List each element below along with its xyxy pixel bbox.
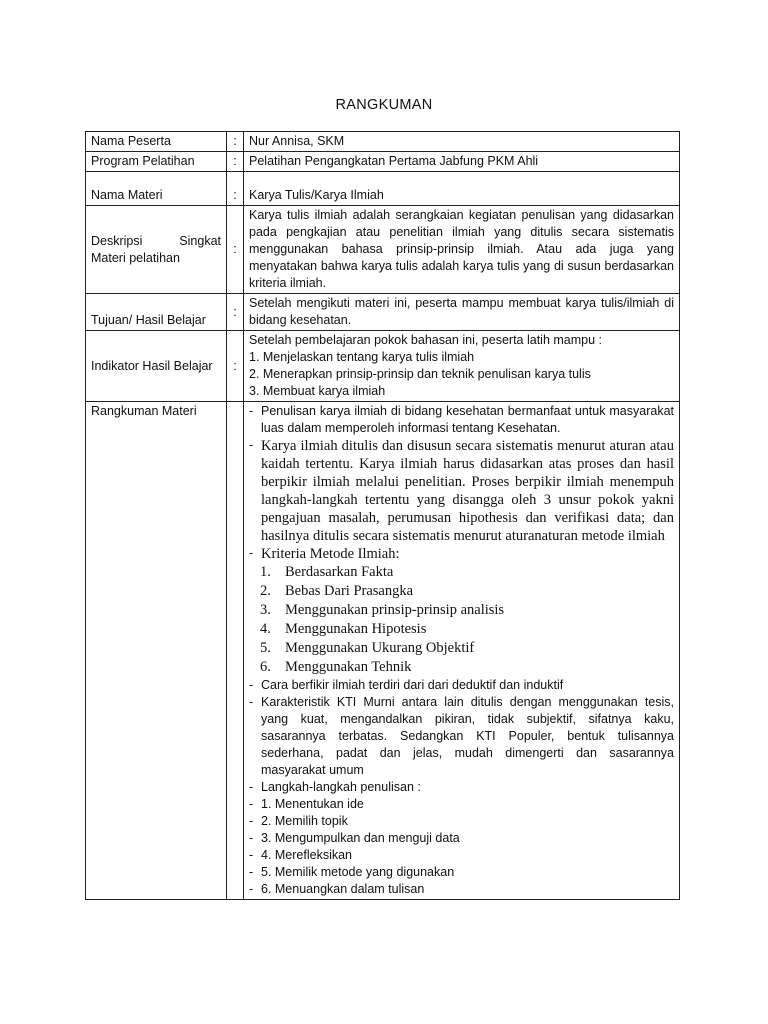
kriteria-text: Menggunakan Ukurang Objektif xyxy=(285,640,475,656)
value-program-pelatihan: Pelatihan Pengangkatan Pertama Jabfung PKM Ahli xyxy=(244,152,680,172)
value-indikator xyxy=(244,331,680,402)
kriteria-text: Berdasarkan Fakta xyxy=(285,564,394,580)
dash-marker: - xyxy=(249,438,254,452)
rangkuman-point xyxy=(249,677,674,694)
label-nama-materi: Nama Materi xyxy=(86,172,227,206)
kriteria-text: Menggunakan prinsip-prinsip analisis xyxy=(285,602,505,618)
langkah-text: 6. Menuangkan dalam tulisan xyxy=(261,882,425,896)
dash-marker: - xyxy=(249,404,254,418)
label-deskripsi-line2: Materi pelatihan xyxy=(91,250,180,265)
summary-table xyxy=(85,131,680,900)
dash-marker: - xyxy=(249,865,254,879)
document-title: RANGKUMAN xyxy=(335,97,433,113)
label-deskripsi-word1: Deskripsi xyxy=(91,233,143,248)
colon: : xyxy=(227,132,244,152)
rangkuman-point xyxy=(249,545,674,563)
value-nama-peserta: Nur Annisa, SKM xyxy=(244,132,680,152)
langkah-item xyxy=(249,830,674,847)
indikator-item: 1. Menjelaskan tentang karya tulis ilmiah xyxy=(249,350,475,364)
rangkuman-point xyxy=(249,694,674,779)
kriteria-text: Menggunakan Tehnik xyxy=(285,659,412,675)
kriteria-item xyxy=(260,601,674,620)
langkah-item xyxy=(249,881,674,898)
langkah-title: Langkah-langkah penulisan : xyxy=(261,780,421,794)
indikator-intro: Setelah pembelajaran pokok bahasan ini, peserta latih mampu : xyxy=(249,333,602,347)
dash-marker: - xyxy=(249,797,254,811)
langkah-text: 1. Menentukan ide xyxy=(261,797,364,811)
kriteria-number: 2. xyxy=(260,583,271,599)
label-deskripsi-word2: Singkat xyxy=(179,233,221,248)
langkah-text: 3. Mengumpulkan dan menguji data xyxy=(261,831,460,845)
empty-colon-cell xyxy=(227,402,244,900)
langkah-text: 5. Memilik metode yang digunakan xyxy=(261,865,455,879)
kriteria-number: 1. xyxy=(260,564,271,580)
colon: : xyxy=(227,206,244,294)
indikator-item: 2. Menerapkan prinsip-prinsip dan teknik penulisan karya tulis xyxy=(249,367,591,381)
kriteria-number: 4. xyxy=(260,621,271,637)
row-deskripsi xyxy=(86,206,680,294)
colon: : xyxy=(227,331,244,402)
kriteria-number: 6. xyxy=(260,659,271,675)
kriteria-number: 5. xyxy=(260,640,271,656)
rangkuman-point-text: Karakteristik KTI Murni antara lain ditulis dengan menggunakan tesis, yang kuat, mengandalkan pikiran, tidak subjektif, sifatnya kaku, sasarannya terbatas. Sedangkan KTI Populer, bentuk tulisannya sederhana, padat dan jelas, mudah dimengerti dan sasarannya masyarakat umum xyxy=(261,695,674,777)
label-indikator: Indikator Hasil Belajar xyxy=(86,331,227,402)
dash-marker: - xyxy=(249,848,254,862)
kriteria-text: Menggunakan Hipotesis xyxy=(285,621,427,637)
langkah-text: 2. Memilih topik xyxy=(261,814,348,828)
dash-marker: - xyxy=(249,831,254,845)
colon: : xyxy=(227,172,244,206)
langkah-item xyxy=(249,864,674,881)
kriteria-list xyxy=(249,563,674,677)
langkah-item xyxy=(249,796,674,813)
rangkuman-point xyxy=(249,403,674,437)
dash-marker: - xyxy=(249,695,254,709)
row-nama-materi xyxy=(86,172,680,206)
langkah-text: 4. Merefleksikan xyxy=(261,848,353,862)
label-nama-peserta: Nama Peserta xyxy=(86,132,227,152)
rangkuman-point-text: Karya ilmiah ditulis dan disusun secara sistematis menurut aturan atau kaidah tertentu. Karya ilmiah harus didasarkan atas proses dan hasil berpikir ilmiah melalui penelitian. Proses berpikir ilmiah menempuh langkah-langkah tertentu yang disangga oleh 3 unsur pokok yakni pengajuan masalah, perumusan hipothesis dan verifikasi data; dan hasilnya ditulis secara sistematis menurut aturanaturan metode ilmiah xyxy=(261,438,674,544)
label-deskripsi xyxy=(86,206,227,294)
label-tujuan: Tujuan/ Hasil Belajar xyxy=(86,294,227,331)
langkah-item xyxy=(249,813,674,830)
colon: : xyxy=(227,294,244,331)
row-rangkuman xyxy=(86,402,680,900)
rangkuman-point-text: Cara berfikir ilmiah terdiri dari dari deduktif dan induktif xyxy=(261,678,564,692)
kriteria-item xyxy=(260,582,674,601)
label-rangkuman: Rangkuman Materi xyxy=(86,402,227,900)
rangkuman-point xyxy=(249,437,674,545)
value-rangkuman xyxy=(244,402,680,900)
kriteria-title: Kriteria Metode Ilmiah: xyxy=(261,546,400,562)
label-program-pelatihan: Program Pelatihan xyxy=(86,152,227,172)
indikator-item: 3. Membuat karya ilmiah xyxy=(249,384,386,398)
value-tujuan: Setelah mengikuti materi ini, peserta mampu membuat karya tulis/ilmiah di bidang kesehatan. xyxy=(244,294,680,331)
rangkuman-point-text: Penulisan karya ilmiah di bidang kesehatan bermanfaat untuk masyarakat luas dalam memperoleh informasi tentang Kesehatan. xyxy=(261,404,674,435)
value-deskripsi: Karya tulis ilmiah adalah serangkaian kegiatan penulisan yang didasarkan pada pengkajian atau penelitian ilmiah yang ditulis secara sistematis menggunakan bahasa prinsip-prinsip ilmiah. Atau ada juga yang menyatakan bahwa karya tulis adalah karya tulis yang di susun berdasarkan kriteria ilmiah. xyxy=(244,206,680,294)
colon: : xyxy=(227,152,244,172)
kriteria-item xyxy=(260,658,674,677)
rangkuman-point xyxy=(249,779,674,796)
row-nama-peserta xyxy=(86,132,680,152)
row-program-pelatihan xyxy=(86,152,680,172)
dash-marker: - xyxy=(249,882,254,896)
dash-marker: - xyxy=(249,546,254,560)
value-nama-materi: Karya Tulis/Karya Ilmiah xyxy=(244,172,680,206)
row-indikator xyxy=(86,331,680,402)
kriteria-item xyxy=(260,620,674,639)
dash-marker: - xyxy=(249,814,254,828)
dash-marker: - xyxy=(249,678,254,692)
kriteria-number: 3. xyxy=(260,602,271,618)
kriteria-text: Bebas Dari Prasangka xyxy=(285,583,414,599)
kriteria-item xyxy=(260,639,674,658)
label-deskripsi-line1 xyxy=(91,233,221,250)
dash-marker: - xyxy=(249,780,254,794)
row-tujuan xyxy=(86,294,680,331)
kriteria-item xyxy=(260,563,674,582)
langkah-item xyxy=(249,847,674,864)
